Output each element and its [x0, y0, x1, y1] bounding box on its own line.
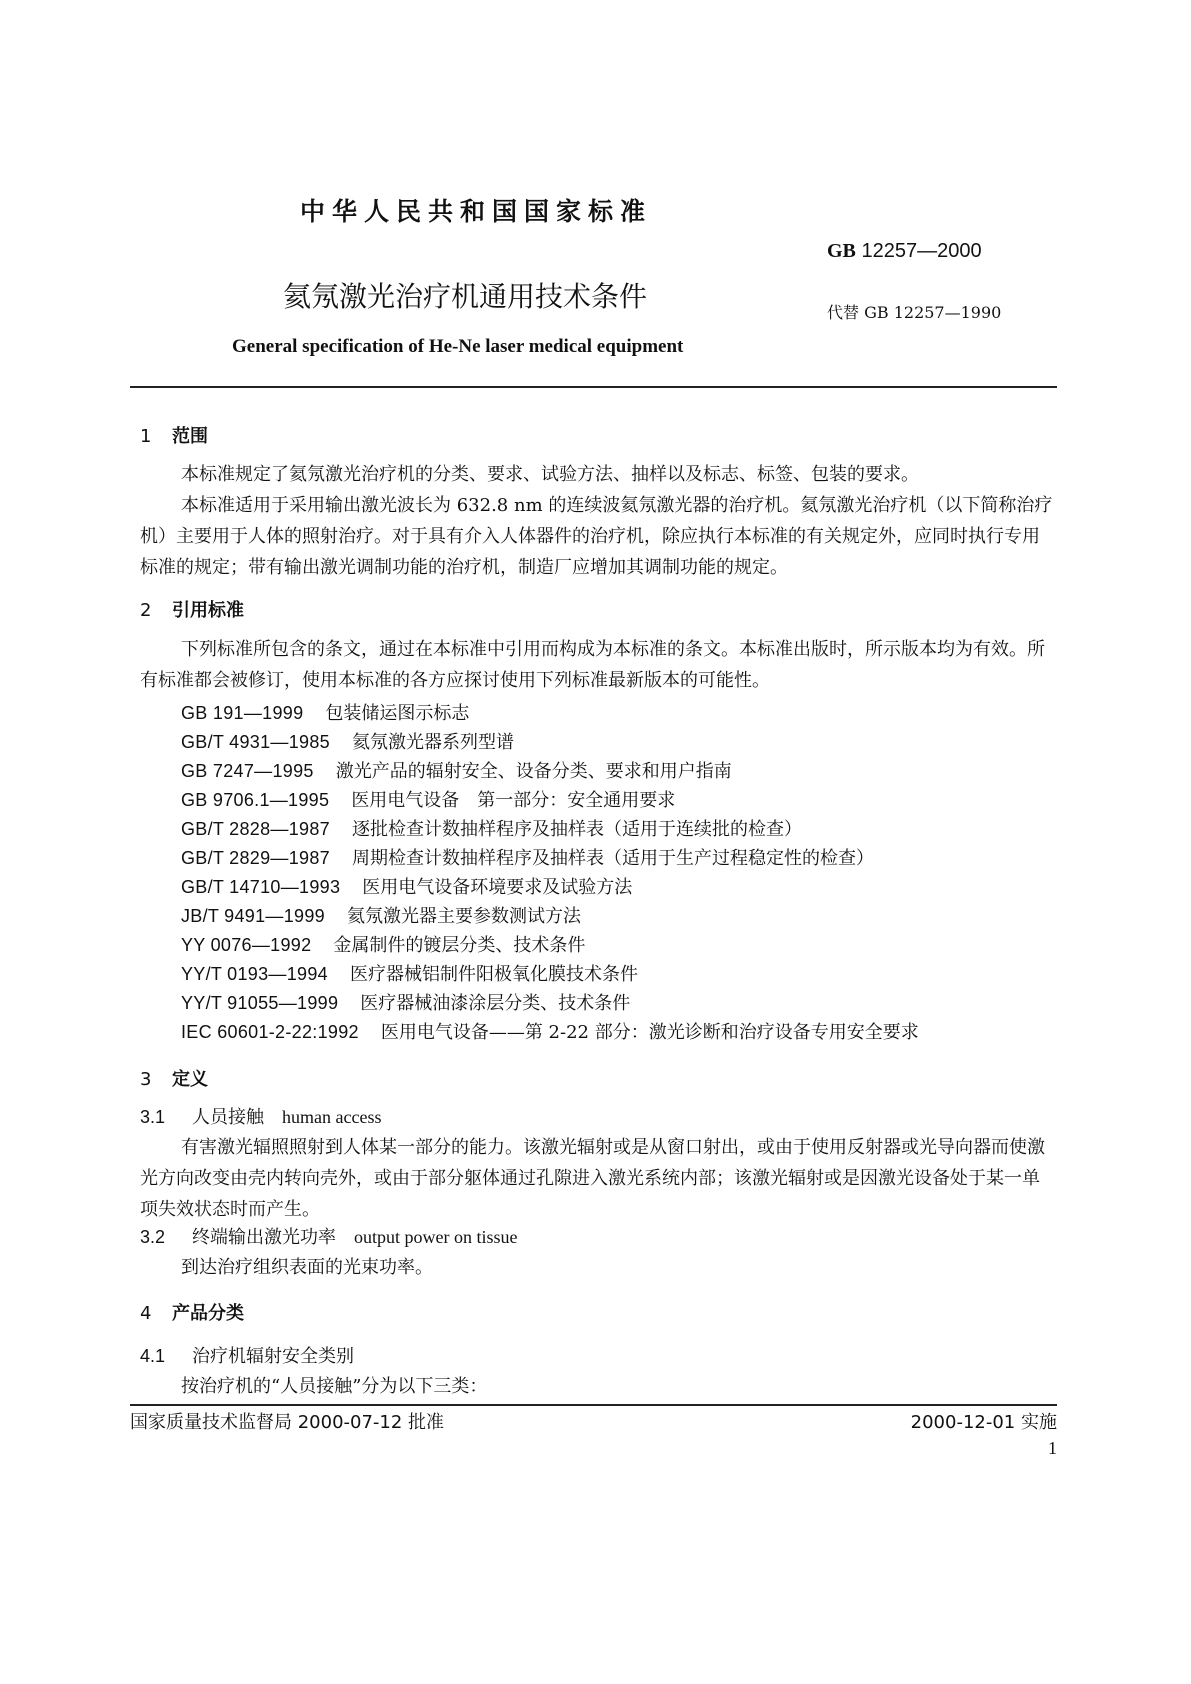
definition-3-2-text: 到达治疗组织表面的光束功率。 — [181, 1257, 433, 1278]
reference-item — [181, 844, 874, 870]
effective-date: 2000-12-01 实施 — [910, 1412, 1057, 1433]
section-1-heading — [140, 422, 208, 448]
term-en: human access — [282, 1107, 382, 1127]
reference-code: JB/T 9491—1999 — [181, 906, 325, 926]
section-title: 定义 — [172, 1069, 208, 1090]
section-2-heading — [140, 596, 244, 622]
standard-number — [827, 240, 982, 263]
clause-4-1-heading — [140, 1342, 354, 1368]
reference-item — [181, 699, 469, 725]
reference-title: 医用电气设备环境要求及试验方法 — [362, 877, 633, 898]
reference-title: 氦氖激光器主要参数测试方法 — [346, 906, 581, 927]
reference-title: 周期检查计数抽样程序及抽样表（适用于生产过程稳定性的检查） — [351, 848, 874, 869]
term: 终端输出激光功率 — [192, 1227, 336, 1248]
section-4-heading — [140, 1299, 244, 1325]
reference-item — [181, 902, 581, 928]
section-number: 1 — [140, 426, 152, 447]
standard-code: 12257—2000 — [861, 240, 982, 262]
reference-item — [181, 815, 802, 841]
reference-title: 氦氖激光器系列型谱 — [351, 732, 514, 753]
reference-item — [181, 786, 675, 812]
header-divider — [130, 386, 1057, 388]
reference-code: GB/T 4931—1985 — [181, 732, 330, 752]
term-en: output power on tissue — [354, 1227, 518, 1247]
clause-4-1-text: 按治疗机的“人员接触”分为以下三类： — [181, 1376, 488, 1397]
clause-number: 3.1 — [140, 1107, 166, 1127]
section-title: 产品分类 — [172, 1303, 244, 1324]
reference-title: 金属制件的镀层分类、技术条件 — [333, 935, 586, 956]
reference-item — [181, 728, 514, 754]
reference-code: YY 0076—1992 — [181, 935, 312, 955]
english-title: General specification of He-Ne laser medical equipment — [232, 336, 684, 357]
normative-references-intro-text: 下列标准所包含的条文，通过在本标准中引用而构成为本标准的条文。本标准出版时，所示版本均为有效。所有标准都会被修订，使用本标准的各方应探讨使用下列标准最新版本的可能性。 — [140, 639, 1045, 691]
document-title: 氦氖激光治疗机通用技术条件 — [283, 280, 648, 313]
reference-code: IEC 60601-2-22:1992 — [181, 1022, 359, 1042]
definition-3-1-heading — [140, 1103, 381, 1129]
reference-code: GB 7247—1995 — [181, 761, 314, 781]
definition-3-2-heading — [140, 1223, 518, 1249]
approval-date: 国家质量技术监督局 2000-07-12 批准 — [130, 1412, 445, 1433]
section-title: 范围 — [172, 426, 208, 447]
section-number: 2 — [140, 600, 152, 621]
section-number: 4 — [140, 1303, 152, 1324]
reference-title: 医疗器械铝制件阳极氧化膜技术条件 — [349, 964, 638, 985]
clause-number: 3.2 — [140, 1227, 166, 1247]
reference-title: 激光产品的辐射安全、设备分类、要求和用户指南 — [335, 761, 732, 782]
reference-item — [181, 1018, 919, 1044]
reference-item — [181, 960, 638, 986]
reference-code: GB/T 14710—1993 — [181, 877, 341, 897]
clause-number: 4.1 — [140, 1346, 166, 1366]
definition-3-1-body: 有害激光辐照照射到人体某一部分的能力。该激光辐射或是从窗口射出，或由于使用反射器或光导向器而使激光方向改变由壳内转向壳外，或由于部分躯体通过孔隙进入激光系统内部；该激光辐射或是因激光设备处于某一单项失效状态时而产生。 — [140, 1137, 1045, 1220]
reference-code: YY/T 0193—1994 — [181, 964, 328, 984]
reference-item — [181, 757, 732, 783]
reference-title: 医疗器械油漆涂层分类、技术条件 — [360, 993, 631, 1014]
reference-code: GB 9706.1—1995 — [181, 790, 330, 810]
scope-paragraph-2-text: 本标准适用于采用输出激光波长为 632.8 nm 的连续波氦氖激光器的治疗机。氦氖激光治疗机（以下简称治疗机）主要用于人体的照射治疗。对于具有介入人体器件的治疗机，除应执行本标准的有关规定外，应同时执行专用标准的规定；带有输出激光调制功能的治疗机，制造厂应增加其调制功能的规定。 — [140, 495, 1053, 578]
section-title: 引用标准 — [172, 600, 244, 621]
reference-code: GB/T 2829—1987 — [181, 848, 330, 868]
section-number: 3 — [140, 1069, 152, 1090]
reference-title: 医用电气设备——第 2-22 部分：激光诊断和治疗设备专用安全要求 — [380, 1022, 919, 1043]
reference-item — [181, 873, 632, 899]
section-3-heading — [140, 1065, 208, 1091]
scope-paragraph-1: 本标准规定了氦氖激光治疗机的分类、要求、试验方法、抽样以及标志、标签、包装的要求。 — [181, 464, 919, 485]
footer-divider — [130, 1404, 1057, 1406]
clause-title: 治疗机辐射安全类别 — [192, 1346, 354, 1367]
page-number: 1 — [1048, 1438, 1057, 1458]
reference-code: GB/T 2828—1987 — [181, 819, 330, 839]
normative-references-intro — [140, 634, 1057, 696]
national-standard-heading: 中华人民共和国国家标准 — [300, 197, 653, 226]
reference-title: 医用电气设备 第一部分：安全通用要求 — [351, 790, 676, 811]
reference-item — [181, 989, 630, 1015]
replaces-note: 代替 GB 12257—1990 — [827, 303, 1002, 322]
scope-paragraph-2 — [140, 490, 1057, 583]
reference-item — [181, 931, 585, 957]
standard-prefix: GB — [827, 240, 856, 262]
term: 人员接触 — [192, 1107, 264, 1128]
reference-title: 逐批检查计数抽样程序及抽样表（适用于连续批的检查） — [351, 819, 802, 840]
definition-3-1-text — [140, 1132, 1057, 1225]
reference-title: 包装储运图示标志 — [325, 703, 470, 724]
reference-code: GB 191—1999 — [181, 703, 304, 723]
reference-code: YY/T 91055—1999 — [181, 993, 339, 1013]
